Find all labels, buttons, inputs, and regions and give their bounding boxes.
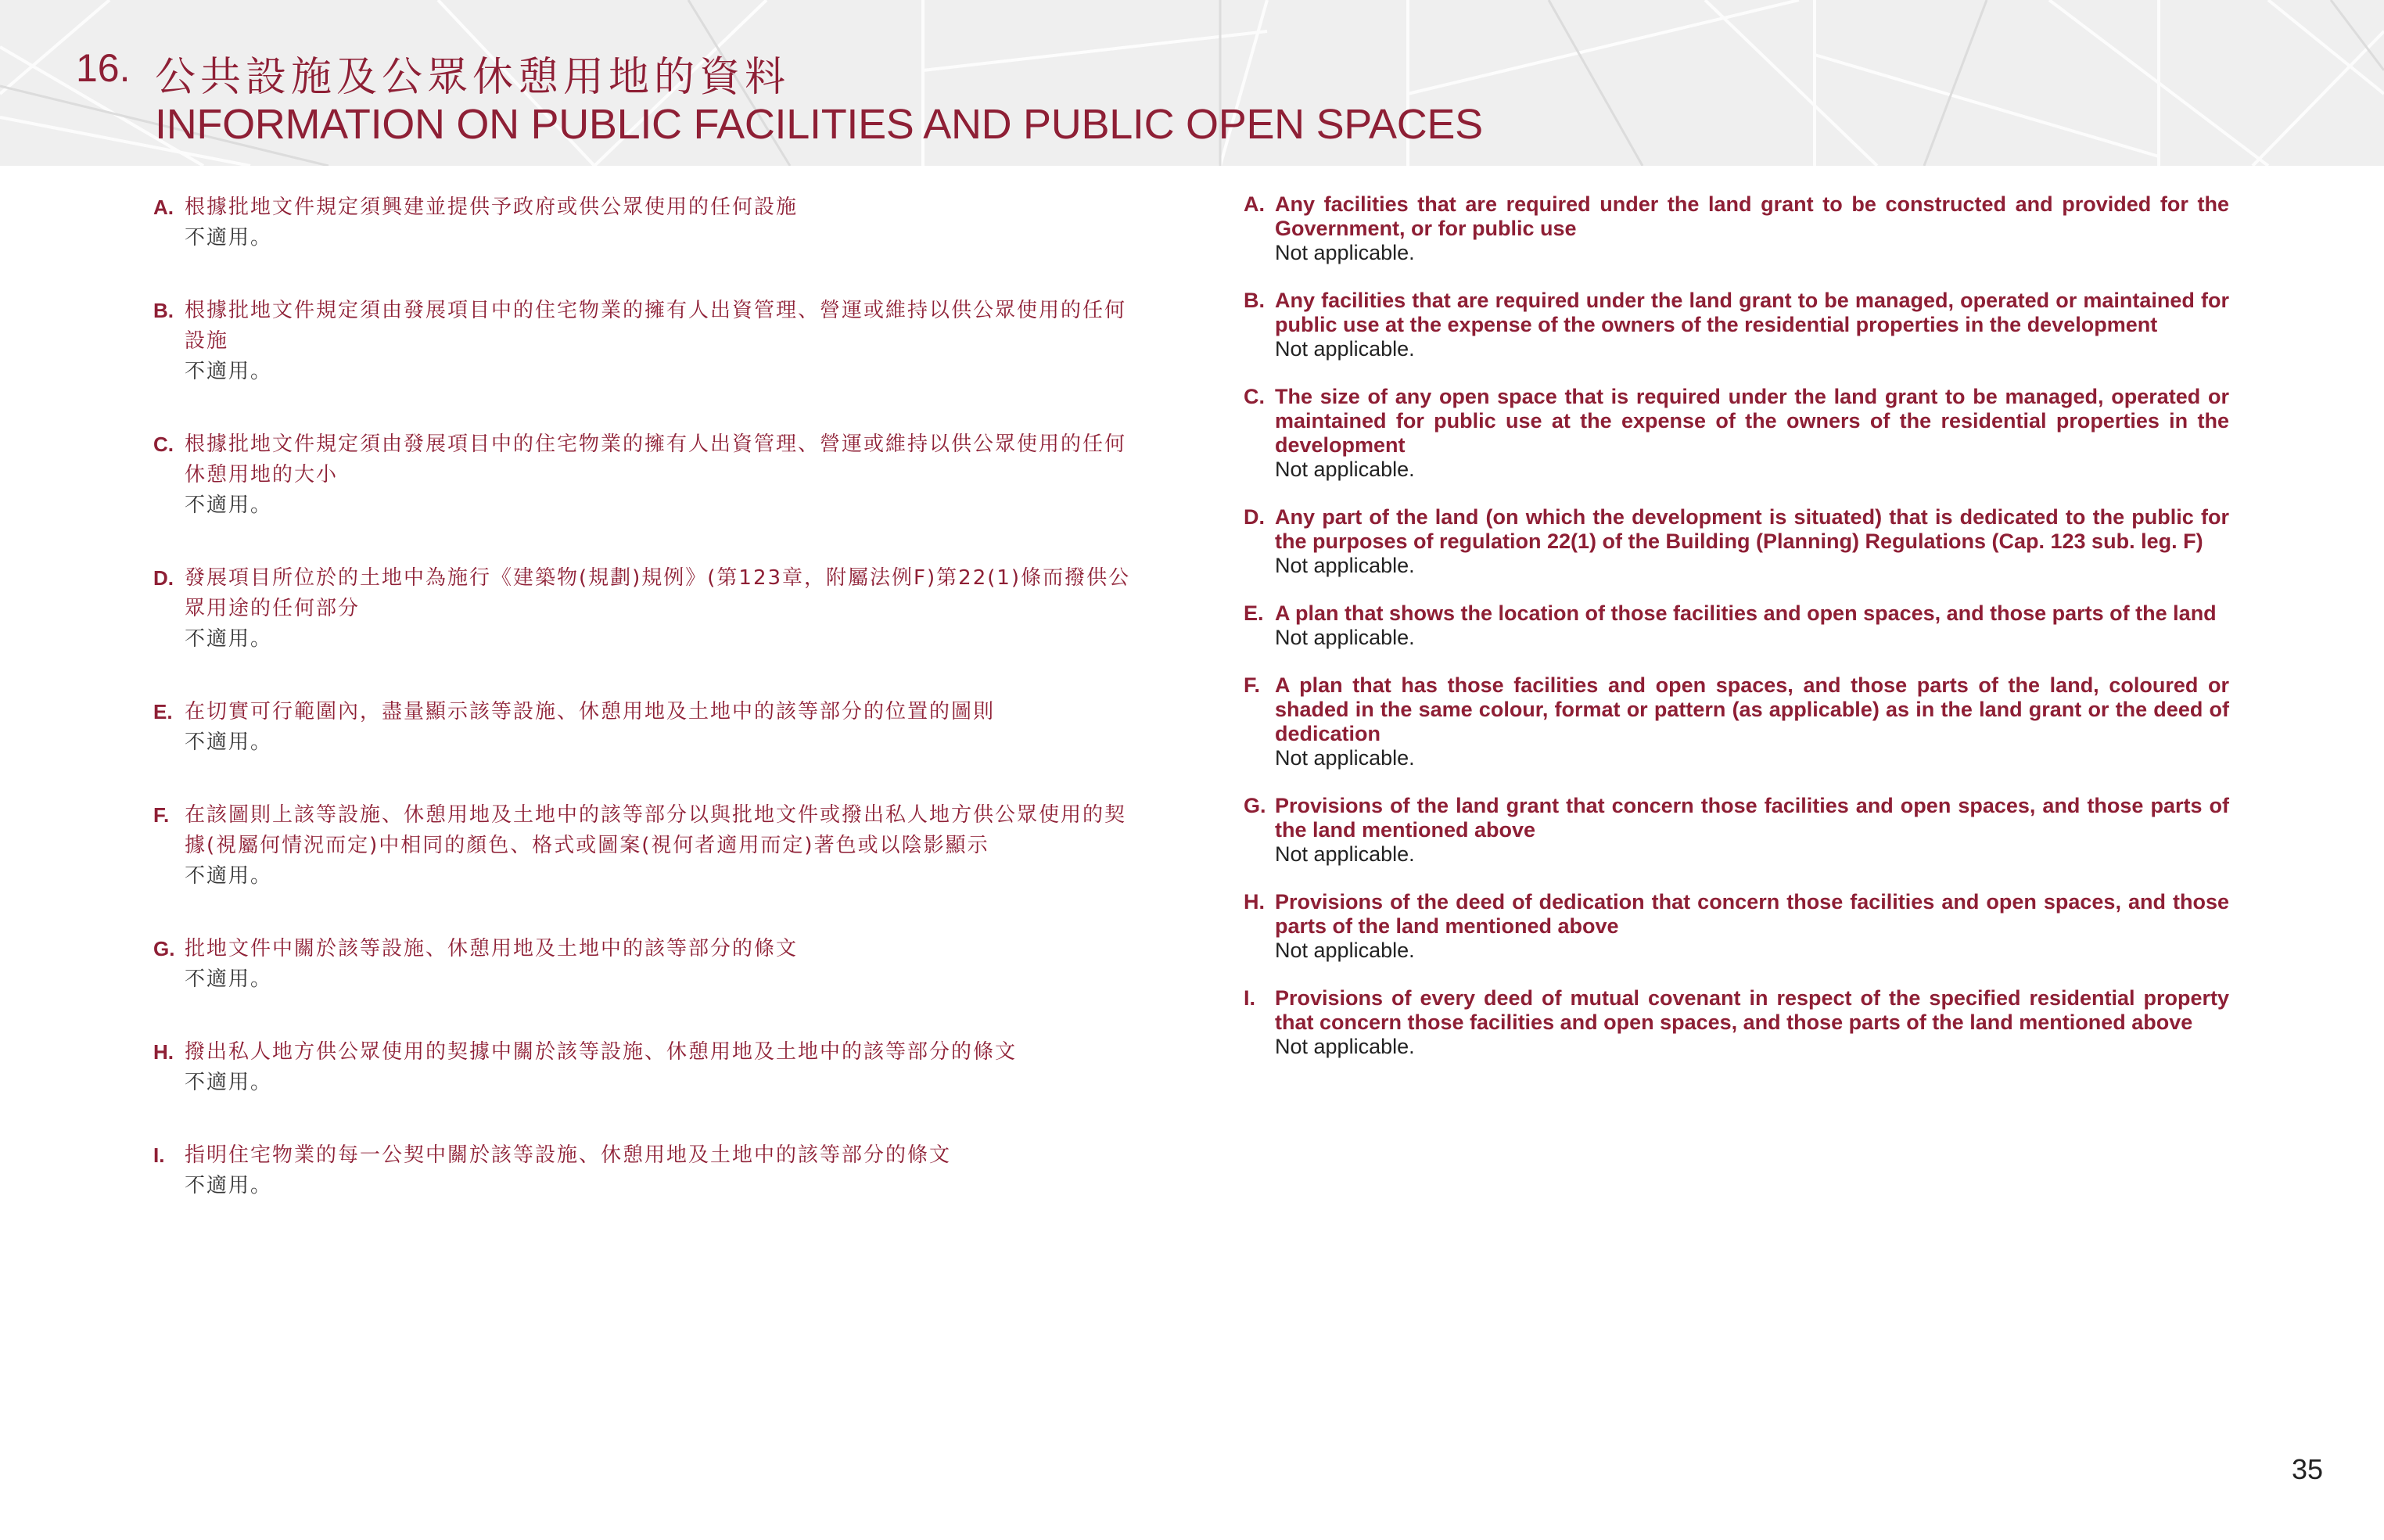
list-item: [1244, 192, 2229, 265]
item-answer: Not applicable.: [1275, 626, 1415, 649]
item-letter: A.: [153, 196, 174, 219]
list-item: [153, 296, 1147, 387]
list-item: [153, 800, 1147, 892]
item-question: 根據批地文件規定須由發展項目中的住宅物業的擁有人出資管理、營運或維持以供公眾使用的任何設施: [185, 299, 1127, 353]
item-letter: F.: [1244, 673, 1261, 697]
list-item: [1244, 986, 2229, 1059]
item-question: 批地文件中關於該等設施、休憩用地及土地中的該等部分的條文: [185, 937, 799, 960]
list-item: [1244, 289, 2229, 361]
list-item: [153, 1037, 1147, 1098]
item-letter: F.: [153, 803, 170, 827]
item-answer: 不適用。: [185, 627, 273, 651]
item-question: A plan that has those facilities and open spaces, and those parts of the land, coloured or shaded in the same colour, format or pattern (as applicable) as in the land grant or the deed of dedication: [1275, 673, 2229, 745]
item-letter: I.: [1244, 986, 1256, 1010]
item-answer: Not applicable.: [1275, 1035, 1415, 1058]
item-question: The size of any open space that is required under the land grant to be managed, operated or maintained for public use at the expense of the owners of the residential properties in the development: [1275, 385, 2229, 457]
item-question: A plan that shows the location of those facilities and open spaces, and those parts of the land: [1275, 601, 2217, 625]
item-letter: A.: [1244, 192, 1265, 216]
item-answer: Not applicable.: [1275, 241, 1415, 264]
item-question: 撥出私人地方供公眾使用的契據中關於該等設施、休憩用地及土地中的該等部分的條文: [185, 1040, 1018, 1064]
item-question: Provisions of every deed of mutual covenant in respect of the specified residential property that concern those facilities and open spaces, and those parts of the land mentioned above: [1275, 986, 2229, 1034]
list-item: [153, 697, 1147, 758]
item-answer: 不適用。: [185, 1174, 273, 1197]
item-answer: 不適用。: [185, 967, 273, 991]
list-item: [1244, 385, 2229, 482]
item-question: 在切實可行範圍內，盡量顯示該等設施、休憩用地及土地中的該等部分的位置的圖則: [185, 700, 996, 723]
list-item: [1244, 673, 2229, 770]
item-answer: 不適用。: [185, 360, 273, 383]
item-question: Provisions of the deed of dedication that concern those facilities and open spaces, and those parts of the land mentioned above: [1275, 890, 2229, 938]
item-question: Any facilities that are required under the land grant to be constructed and provided for the Government, or for public use: [1275, 192, 2229, 240]
item-letter: I.: [153, 1143, 165, 1167]
item-answer: 不適用。: [185, 731, 273, 754]
chinese-column: [153, 192, 1147, 1244]
item-letter: G.: [153, 937, 175, 960]
english-column: [1244, 192, 2229, 1082]
item-letter: E.: [1244, 601, 1264, 625]
page-title-en: INFORMATION ON PUBLIC FACILITIES AND PUBLIC OPEN SPACES: [155, 101, 1483, 148]
item-question: Any part of the land (on which the development is situated) that is dedicated to the public for the purposes of regulation 22(1) of the Building (Planning) Regulations (Cap. 123 sub. leg. F): [1275, 505, 2229, 553]
item-answer: 不適用。: [185, 864, 273, 888]
item-answer: 不適用。: [185, 494, 273, 517]
list-item: [1244, 890, 2229, 963]
item-answer: 不適用。: [185, 1071, 273, 1094]
list-item: [153, 429, 1147, 521]
item-answer: Not applicable.: [1275, 554, 1415, 577]
item-question: 在該圖則上該等設施、休憩用地及土地中的該等部分以與批地文件或撥出私人地方供公眾使用的契據(視屬何情況而定)中相同的顏色、格式或圖案(視何者適用而定)著色或以陰影顯示: [185, 803, 1127, 857]
item-letter: D.: [153, 566, 174, 590]
item-question: 指明住宅物業的每一公契中關於該等設施、休憩用地及土地中的該等部分的條文: [185, 1143, 952, 1167]
item-letter: H.: [153, 1040, 174, 1064]
section-number: 16.: [76, 46, 131, 90]
item-answer: Not applicable.: [1275, 939, 1415, 962]
item-question: 根據批地文件規定須興建並提供予政府或供公眾使用的任何設施: [185, 196, 799, 219]
item-letter: C.: [153, 433, 174, 456]
item-question: 發展項目所位於的土地中為施行《建築物(規劃)規例》(第123章，附屬法例F)第22(1)條而撥供公眾用途的任何部分: [185, 566, 1131, 620]
item-letter: D.: [1244, 505, 1265, 529]
list-item: [153, 1140, 1147, 1201]
item-question: Any facilities that are required under the land grant to be managed, operated or maintained for public use at the expense of the owners of the residential properties in the development: [1275, 289, 2229, 336]
item-answer: Not applicable.: [1275, 458, 1415, 481]
item-question: Provisions of the land grant that concern those facilities and open spaces, and those parts of the land mentioned above: [1275, 794, 2229, 842]
item-letter: B.: [1244, 289, 1265, 312]
item-letter: B.: [153, 299, 174, 322]
item-letter: E.: [153, 700, 173, 723]
item-letter: H.: [1244, 890, 1265, 914]
page-title-zh: 公共設施及公眾休憩用地的資料: [155, 54, 791, 101]
item-answer: Not applicable.: [1275, 337, 1415, 361]
list-item: [1244, 601, 2229, 650]
page-header: [0, 0, 2384, 166]
item-letter: G.: [1244, 794, 1266, 817]
item-answer: Not applicable.: [1275, 842, 1415, 866]
list-item: [153, 192, 1147, 253]
item-letter: C.: [1244, 385, 1265, 408]
item-question: 根據批地文件規定須由發展項目中的住宅物業的擁有人出資管理、營運或維持以供公眾使用的任何休憩用地的大小: [185, 433, 1127, 486]
item-answer: 不適用。: [185, 226, 273, 249]
list-item: [1244, 505, 2229, 578]
list-item: [153, 563, 1147, 655]
page-number: 35: [2292, 1453, 2324, 1485]
item-answer: Not applicable.: [1275, 746, 1415, 770]
list-item: [1244, 794, 2229, 867]
list-item: [153, 934, 1147, 995]
